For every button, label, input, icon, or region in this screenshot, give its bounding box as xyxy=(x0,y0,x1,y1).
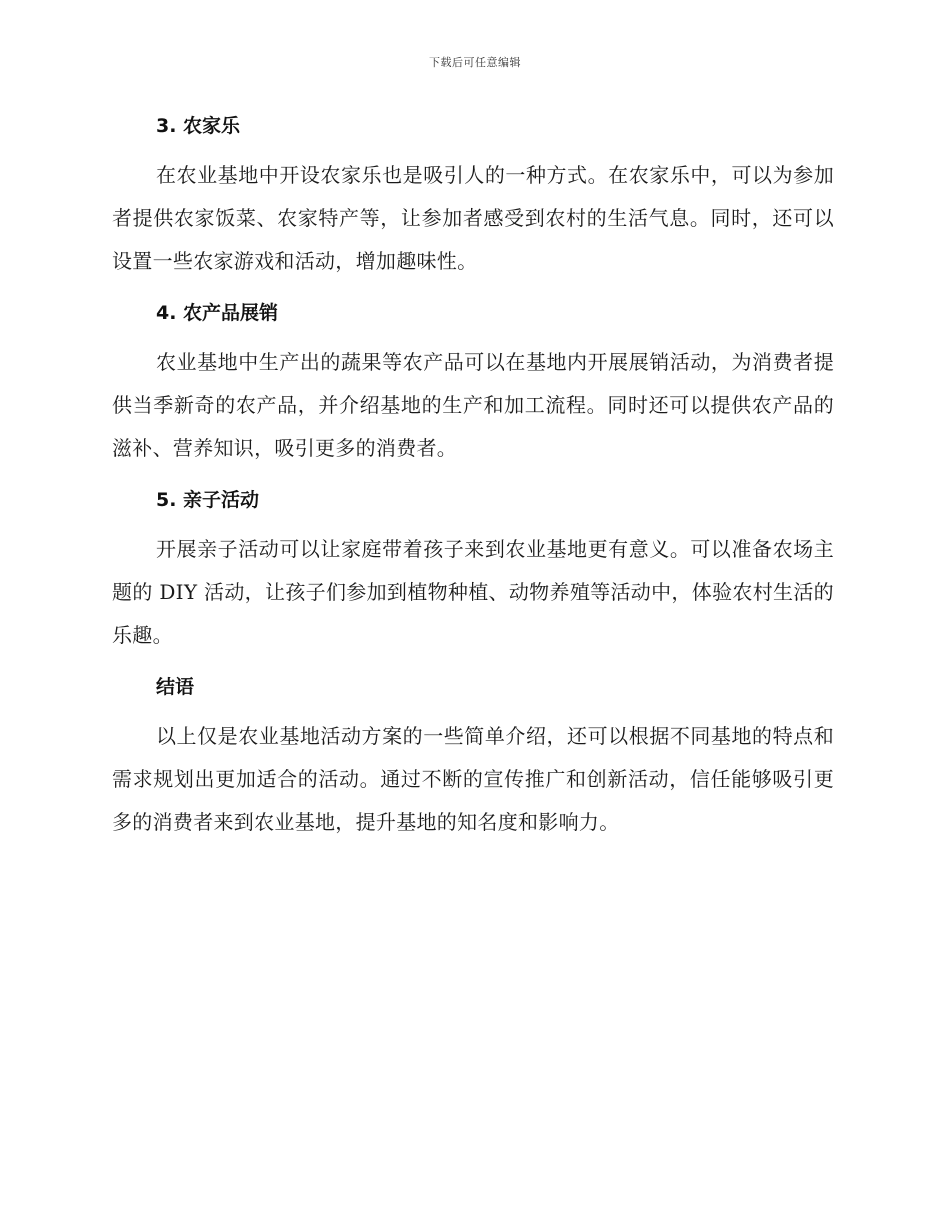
section-produce-expo xyxy=(112,293,834,470)
section-conclusion xyxy=(112,667,834,844)
section-paragraph: 以上仅是农业基地活动方案的一些简单介绍，还可以根据不同基地的特点和需求规划出更加适合的活动。通过不断的宣传推广和创新活动，信任能够吸引更多的消费者来到农业基地，提升基地的知名度和影响力。 xyxy=(112,724,834,834)
section-paragraph: 农业基地中生产出的蔬果等农产品可以在基地内开展展销活动，为消费者提供当季新奇的农产品，并介绍基地的生产和加工流程。同时还可以提供农产品的滋补、营养知识，吸引更多的消费者。 xyxy=(112,350,834,460)
section-farmhouse xyxy=(112,106,834,283)
section-heading: 结语 xyxy=(156,676,195,698)
section-heading: 4. 农产品展销 xyxy=(156,302,279,324)
section-heading: 5. 亲子活动 xyxy=(156,489,260,511)
document-body xyxy=(112,106,834,854)
section-family-activities xyxy=(112,480,834,657)
section-paragraph: 开展亲子活动可以让家庭带着孩子来到农业基地更有意义。可以准备农场主题的 DIY 活动，让孩子们参加到植物种植、动物养殖等活动中，体验农村生活的乐趣。 xyxy=(112,537,834,647)
header-note: 下载后可任意编辑 xyxy=(429,56,521,69)
section-heading: 3. 农家乐 xyxy=(156,115,241,137)
section-paragraph: 在农业基地中开设农家乐也是吸引人的一种方式。在农家乐中，可以为参加者提供农家饭菜、农家特产等，让参加者感受到农村的生活气息。同时，还可以设置一些农家游戏和活动，增加趣味性。 xyxy=(112,163,834,273)
